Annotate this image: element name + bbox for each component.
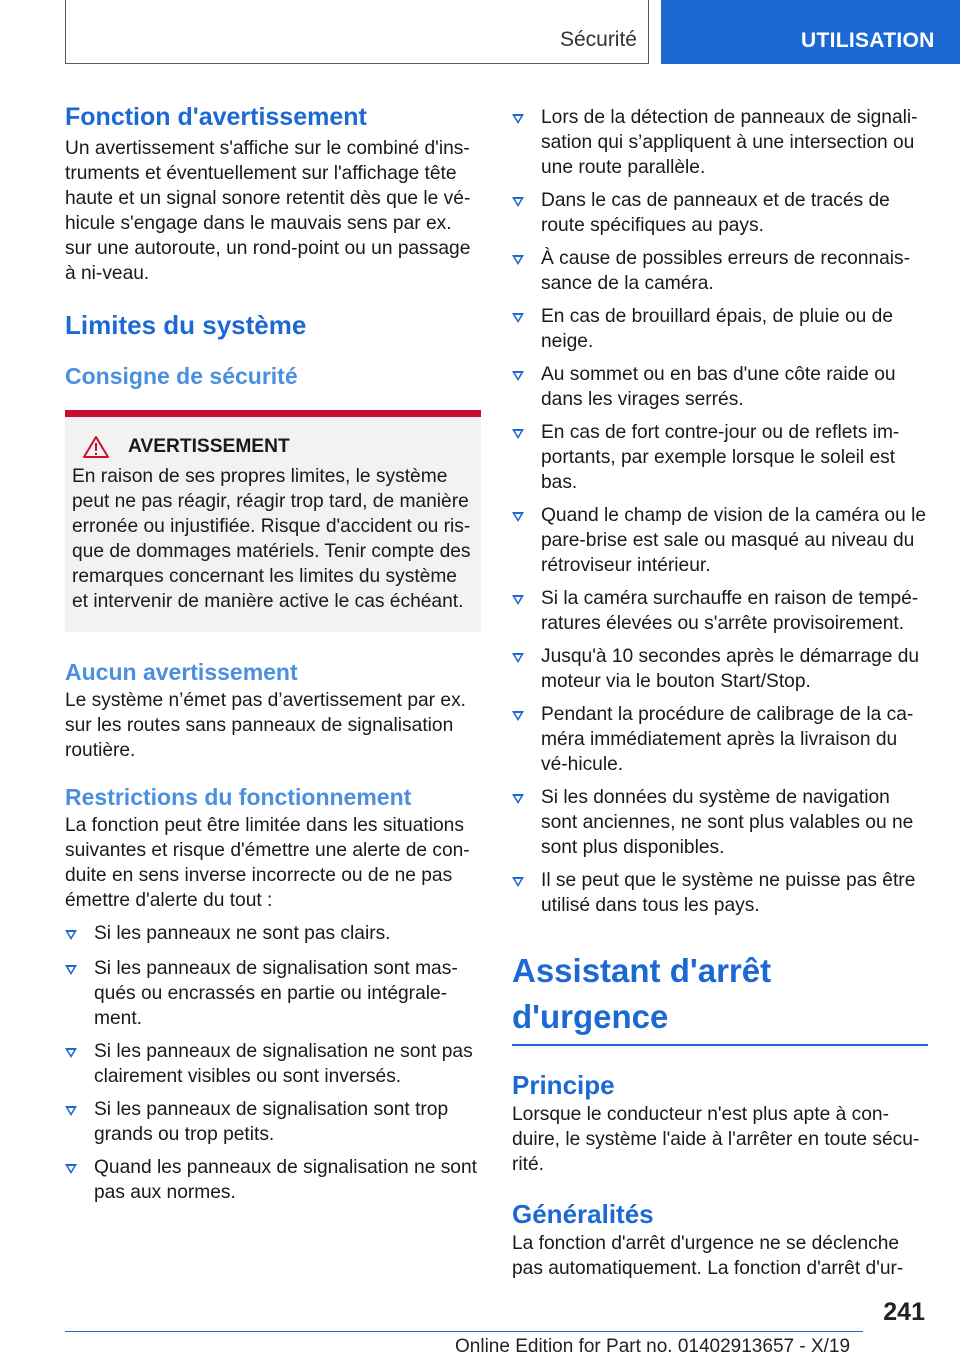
header-section-title: Sécurité (559, 28, 637, 51)
list-item (65, 956, 481, 1031)
list-item (512, 644, 928, 694)
list-item (512, 868, 928, 918)
heading-aucun-avertissement: Aucun avertissement (65, 659, 298, 685)
list-item (512, 785, 928, 860)
list-item (512, 188, 928, 238)
heading-principe: Principe (512, 1070, 615, 1100)
triangle-bullet-icon (512, 114, 524, 124)
list-item-text: En cas de brouillard épais, de pluie ou de neige. (541, 306, 894, 352)
list-item-text: En cas de fort contre-jour ou de reflets im-portants, par exemple lorsque le soleil est bas. (541, 422, 900, 493)
paragraph-principe: Lorsque le conducteur n'est plus apte à con-duire, le système l'aide à l'arrêter en toute sécu-rité. (512, 1104, 920, 1175)
footer-rule (65, 1331, 863, 1332)
list-item-text: Lors de la détection de panneaux de signali-sation qui s’appliquent à une intersection ou une route parallèle. (541, 107, 918, 178)
list-item (512, 304, 928, 354)
list-item (512, 362, 928, 412)
paragraph-aucun: Le système n’émet pas d’avertissement par ex. sur les routes sans panneaux de signalisation routière. (65, 690, 466, 761)
list-item-text: Pendant la procédure de calibrage de la ca-méra immédiatement après la livraison du vé-hicule. (541, 704, 914, 775)
heading-consigne-securite: Consigne de sécurité (65, 363, 298, 389)
restrictions-list-right (512, 105, 928, 918)
triangle-bullet-icon (512, 653, 524, 663)
warning-title: AVERTISSEMENT (128, 436, 290, 457)
triangle-bullet-icon (65, 1048, 77, 1058)
list-item (512, 420, 928, 495)
restrictions-list-left (65, 921, 481, 1205)
warning-triangle-icon (82, 435, 110, 459)
left-column (65, 100, 481, 1213)
triangle-bullet-icon (512, 313, 524, 323)
list-item-text: Dans le cas de panneaux et de tracés de route spécifiques au pays. (541, 190, 890, 236)
warning-box (65, 410, 481, 632)
list-item-text: Si les panneaux ne sont pas clairs. (94, 923, 391, 944)
list-item (65, 1155, 481, 1205)
triangle-bullet-icon (65, 965, 77, 975)
list-item (65, 1097, 481, 1147)
heading-restrictions: Restrictions du fonctionnement (65, 784, 412, 810)
list-item-text: Si la caméra surchauffe en raison de tempé-ratures élevées ou s'arrête provisoirement. (541, 588, 919, 634)
triangle-bullet-icon (512, 255, 524, 265)
heading-rule (512, 1044, 928, 1046)
header-chapter-tab[interactable]: UTILISATION (661, 0, 960, 64)
triangle-bullet-icon (65, 930, 77, 940)
page-number: 241 (883, 1298, 925, 1326)
footer-edition: Online Edition for Part no. 01402913657 - X/19 (455, 1336, 851, 1357)
list-item-text: Si les données du système de navigation sont anciennes, ne sont plus valables ou ne sont plus disponibles. (541, 787, 914, 858)
triangle-bullet-icon (512, 197, 524, 207)
right-column (512, 105, 928, 1281)
list-item (65, 921, 481, 948)
heading-generalites: Généralités (512, 1199, 654, 1229)
list-item-text: Quand les panneaux de signalisation ne sont pas aux normes. (94, 1157, 477, 1203)
list-item (512, 503, 928, 578)
list-item (512, 702, 928, 777)
triangle-bullet-icon (512, 512, 524, 522)
paragraph-generalites: La fonction d'arrêt d'urgence ne se déclenche pas automatiquement. La fonction d'arrêt d'ur- (512, 1233, 904, 1279)
list-item (65, 1039, 481, 1089)
list-item-text: Il se peut que le système ne puisse pas être utilisé dans tous les pays. (541, 870, 916, 916)
list-item-text: Si les panneaux de signalisation sont trop grands ou trop petits. (94, 1099, 449, 1145)
list-item-text: Au sommet ou en bas d'une côte raide ou dans les virages serrés. (541, 364, 896, 410)
triangle-bullet-icon (512, 371, 524, 381)
paragraph-fonction: Un avertissement s'affiche sur le combiné d'ins-truments et éventuellement sur l'affichage tête haute et un signal sonore retentit dès que le vé-hicule s'engage dans le mauvais sens par ex. sur une autoroute, un rond-point ou un passage à ni-veau. (65, 138, 471, 284)
list-item-text: Si les panneaux de signalisation ne sont pas clairement visibles ou sont inversés. (94, 1041, 473, 1087)
triangle-bullet-icon (512, 429, 524, 439)
list-item-text: Jusqu'à 10 secondes après le démarrage du moteur via le bouton Start/Stop. (541, 646, 920, 692)
list-item-text: Si les panneaux de signalisation sont mas-qués ou encrassés en partie ou intégrale-ment. (94, 958, 458, 1029)
heading-assistant-arret-urgence: Assistant d'arrêt d'urgence (512, 952, 772, 1035)
triangle-bullet-icon (512, 794, 524, 804)
triangle-bullet-icon (512, 877, 524, 887)
heading-fonction-avertissement: Fonction d'avertissement (65, 103, 367, 131)
list-item (512, 246, 928, 296)
triangle-bullet-icon (512, 711, 524, 721)
warning-header (82, 434, 474, 460)
heading-limites-systeme: Limites du système (65, 310, 307, 340)
paragraph-restrictions: La fonction peut être limitée dans les situations suivantes et risque d'émettre une alerte de con-duite en sens inverse incorrecte ou de ne pas émettre d'alerte du tout : (65, 815, 470, 911)
triangle-bullet-icon (512, 595, 524, 605)
triangle-bullet-icon (65, 1106, 77, 1116)
list-item-text: À cause de possibles erreurs de reconnais-sance de la caméra. (541, 248, 911, 294)
list-item-text: Quand le champ de vision de la caméra ou le pare-brise est sale ou masqué au niveau du rétroviseur intérieur. (541, 505, 927, 576)
warning-text: En raison de ses propres limites, le système peut ne pas réagir, réagir trop tard, de manière erronée ou injustifiée. Risque d'accident ou ris-que de dommages matériels. Tenir compte des remarques concernant les limites du système et intervenir de manière active le cas échéant. (72, 466, 471, 612)
triangle-bullet-icon (65, 1164, 77, 1174)
list-item (512, 586, 928, 636)
list-item (512, 105, 928, 180)
